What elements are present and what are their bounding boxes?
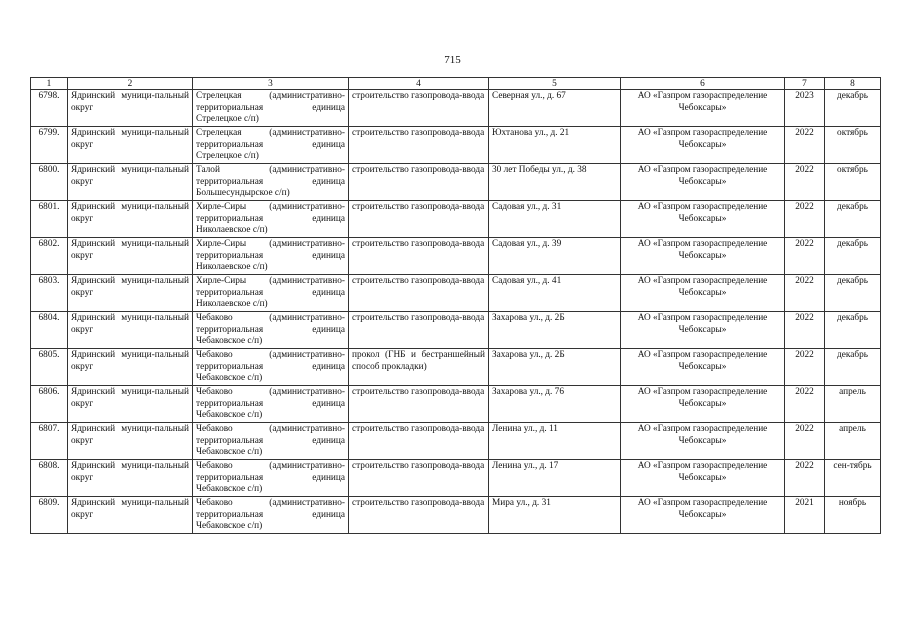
district-cell: Ядринский муници-пальный округ xyxy=(68,460,193,497)
year-cell: 2021 xyxy=(785,497,825,534)
work-type-cell: строительство газопровода-ввода xyxy=(349,127,489,164)
address-cell: Садовая ул., д. 39 xyxy=(489,238,621,275)
month-cell: декабрь xyxy=(825,90,881,127)
row-number-cell: 6798. xyxy=(31,90,68,127)
work-type-cell: строительство газопровода-ввода xyxy=(349,275,489,312)
locality-cell: Чебаково (административно-территориальная единица Чебаковское с/п) xyxy=(193,497,349,534)
table-row xyxy=(31,423,881,460)
column-header: 1 xyxy=(31,78,68,90)
organization-cell: АО «Газпром газораспределение Чебоксары» xyxy=(621,312,785,349)
organization-cell: АО «Газпром газораспределение Чебоксары» xyxy=(621,90,785,127)
month-cell: апрель xyxy=(825,423,881,460)
row-number-cell: 6801. xyxy=(31,201,68,238)
address-cell: Северная ул., д. 67 xyxy=(489,90,621,127)
year-cell: 2022 xyxy=(785,164,825,201)
year-cell: 2022 xyxy=(785,201,825,238)
locality-cell: Хирле-Сиры (административно-территориальная единица Николаевское с/п) xyxy=(193,201,349,238)
column-header: 7 xyxy=(785,78,825,90)
address-cell: Юхтанова ул., д. 21 xyxy=(489,127,621,164)
column-header: 6 xyxy=(621,78,785,90)
address-cell: Ленина ул., д. 11 xyxy=(489,423,621,460)
organization-cell: АО «Газпром газораспределение Чебоксары» xyxy=(621,275,785,312)
year-cell: 2022 xyxy=(785,238,825,275)
row-number-cell: 6806. xyxy=(31,386,68,423)
year-cell: 2022 xyxy=(785,127,825,164)
work-type-cell: прокол (ГНБ и бестраншейный способ прокладки) xyxy=(349,349,489,386)
year-cell: 2022 xyxy=(785,386,825,423)
month-cell: октябрь xyxy=(825,127,881,164)
district-cell: Ядринский муници-пальный округ xyxy=(68,312,193,349)
address-cell: Мира ул., д. 31 xyxy=(489,497,621,534)
district-cell: Ядринский муници-пальный округ xyxy=(68,164,193,201)
district-cell: Ядринский муници-пальный округ xyxy=(68,201,193,238)
column-header: 4 xyxy=(349,78,489,90)
organization-cell: АО «Газпром газораспределение Чебоксары» xyxy=(621,164,785,201)
district-cell: Ядринский муници-пальный округ xyxy=(68,349,193,386)
month-cell: декабрь xyxy=(825,238,881,275)
month-cell: декабрь xyxy=(825,275,881,312)
row-number-cell: 6807. xyxy=(31,423,68,460)
row-number-cell: 6809. xyxy=(31,497,68,534)
locality-cell: Стрелецкая (административно-территориальная единица Стрелецкое с/п) xyxy=(193,90,349,127)
locality-cell: Чебаково (административно-территориальная единица Чебаковское с/п) xyxy=(193,386,349,423)
address-cell: 30 лет Победы ул., д. 38 xyxy=(489,164,621,201)
year-cell: 2022 xyxy=(785,423,825,460)
organization-cell: АО «Газпром газораспределение Чебоксары» xyxy=(621,460,785,497)
month-cell: сен-тябрь xyxy=(825,460,881,497)
work-type-cell: строительство газопровода-ввода xyxy=(349,386,489,423)
table-row xyxy=(31,127,881,164)
district-cell: Ядринский муници-пальный округ xyxy=(68,275,193,312)
year-cell: 2023 xyxy=(785,90,825,127)
organization-cell: АО «Газпром газораспределение Чебоксары» xyxy=(621,349,785,386)
page-number: 715 xyxy=(444,54,461,66)
table-row xyxy=(31,238,881,275)
month-cell: декабрь xyxy=(825,349,881,386)
table-header-row xyxy=(31,78,881,90)
address-cell: Захарова ул., д. 2Б xyxy=(489,349,621,386)
column-header: 2 xyxy=(68,78,193,90)
table-row xyxy=(31,497,881,534)
work-type-cell: строительство газопровода-ввода xyxy=(349,460,489,497)
row-number-cell: 6805. xyxy=(31,349,68,386)
work-type-cell: строительство газопровода-ввода xyxy=(349,164,489,201)
column-header: 8 xyxy=(825,78,881,90)
table-row xyxy=(31,201,881,238)
organization-cell: АО «Газпром газораспределение Чебоксары» xyxy=(621,238,785,275)
year-cell: 2022 xyxy=(785,349,825,386)
locality-cell: Чебаково (административно-территориальная единица Чебаковское с/п) xyxy=(193,312,349,349)
data-table xyxy=(30,77,881,534)
row-number-cell: 6808. xyxy=(31,460,68,497)
month-cell: апрель xyxy=(825,386,881,423)
work-type-cell: строительство газопровода-ввода xyxy=(349,238,489,275)
year-cell: 2022 xyxy=(785,460,825,497)
column-header: 3 xyxy=(193,78,349,90)
row-number-cell: 6802. xyxy=(31,238,68,275)
year-cell: 2022 xyxy=(785,312,825,349)
row-number-cell: 6804. xyxy=(31,312,68,349)
work-type-cell: строительство газопровода-ввода xyxy=(349,423,489,460)
locality-cell: Хирле-Сиры (административно-территориальная единица Николаевское с/п) xyxy=(193,238,349,275)
address-cell: Ленина ул., д. 17 xyxy=(489,460,621,497)
work-type-cell: строительство газопровода-ввода xyxy=(349,312,489,349)
locality-cell: Чебаково (административно-территориальная единица Чебаковское с/п) xyxy=(193,460,349,497)
address-cell: Захарова ул., д. 76 xyxy=(489,386,621,423)
row-number-cell: 6800. xyxy=(31,164,68,201)
district-cell: Ядринский муници-пальный округ xyxy=(68,238,193,275)
organization-cell: АО «Газпром газораспределение Чебоксары» xyxy=(621,201,785,238)
table-row xyxy=(31,460,881,497)
table-row xyxy=(31,386,881,423)
address-cell: Захарова ул., д. 2Б xyxy=(489,312,621,349)
table-row xyxy=(31,90,881,127)
work-type-cell: строительство газопровода-ввода xyxy=(349,90,489,127)
table-row xyxy=(31,349,881,386)
table-row xyxy=(31,312,881,349)
district-cell: Ядринский муници-пальный округ xyxy=(68,423,193,460)
locality-cell: Чебаково (административно-территориальная единица Чебаковское с/п) xyxy=(193,423,349,460)
locality-cell: Хирле-Сиры (административно-территориальная единица Николаевское с/п) xyxy=(193,275,349,312)
district-cell: Ядринский муници-пальный округ xyxy=(68,497,193,534)
month-cell: декабрь xyxy=(825,201,881,238)
address-cell: Садовая ул., д. 41 xyxy=(489,275,621,312)
column-header: 5 xyxy=(489,78,621,90)
work-type-cell: строительство газопровода-ввода xyxy=(349,201,489,238)
organization-cell: АО «Газпром газораспределение Чебоксары» xyxy=(621,423,785,460)
organization-cell: АО «Газпром газораспределение Чебоксары» xyxy=(621,386,785,423)
district-cell: Ядринский муници-пальный округ xyxy=(68,90,193,127)
month-cell: декабрь xyxy=(825,312,881,349)
table-row xyxy=(31,164,881,201)
row-number-cell: 6799. xyxy=(31,127,68,164)
district-cell: Ядринский муници-пальный округ xyxy=(68,127,193,164)
table-row xyxy=(31,275,881,312)
locality-cell: Чебаково (административно-территориальная единица Чебаковское с/п) xyxy=(193,349,349,386)
month-cell: ноябрь xyxy=(825,497,881,534)
organization-cell: АО «Газпром газораспределение Чебоксары» xyxy=(621,497,785,534)
locality-cell: Стрелецкая (административно-территориальная единица Стрелецкое с/п) xyxy=(193,127,349,164)
organization-cell: АО «Газпром газораспределение Чебоксары» xyxy=(621,127,785,164)
month-cell: октябрь xyxy=(825,164,881,201)
row-number-cell: 6803. xyxy=(31,275,68,312)
district-cell: Ядринский муници-пальный округ xyxy=(68,386,193,423)
address-cell: Садовая ул., д. 31 xyxy=(489,201,621,238)
year-cell: 2022 xyxy=(785,275,825,312)
work-type-cell: строительство газопровода-ввода xyxy=(349,497,489,534)
locality-cell: Талой (административно-территориальная единица Большесундырское с/п) xyxy=(193,164,349,201)
